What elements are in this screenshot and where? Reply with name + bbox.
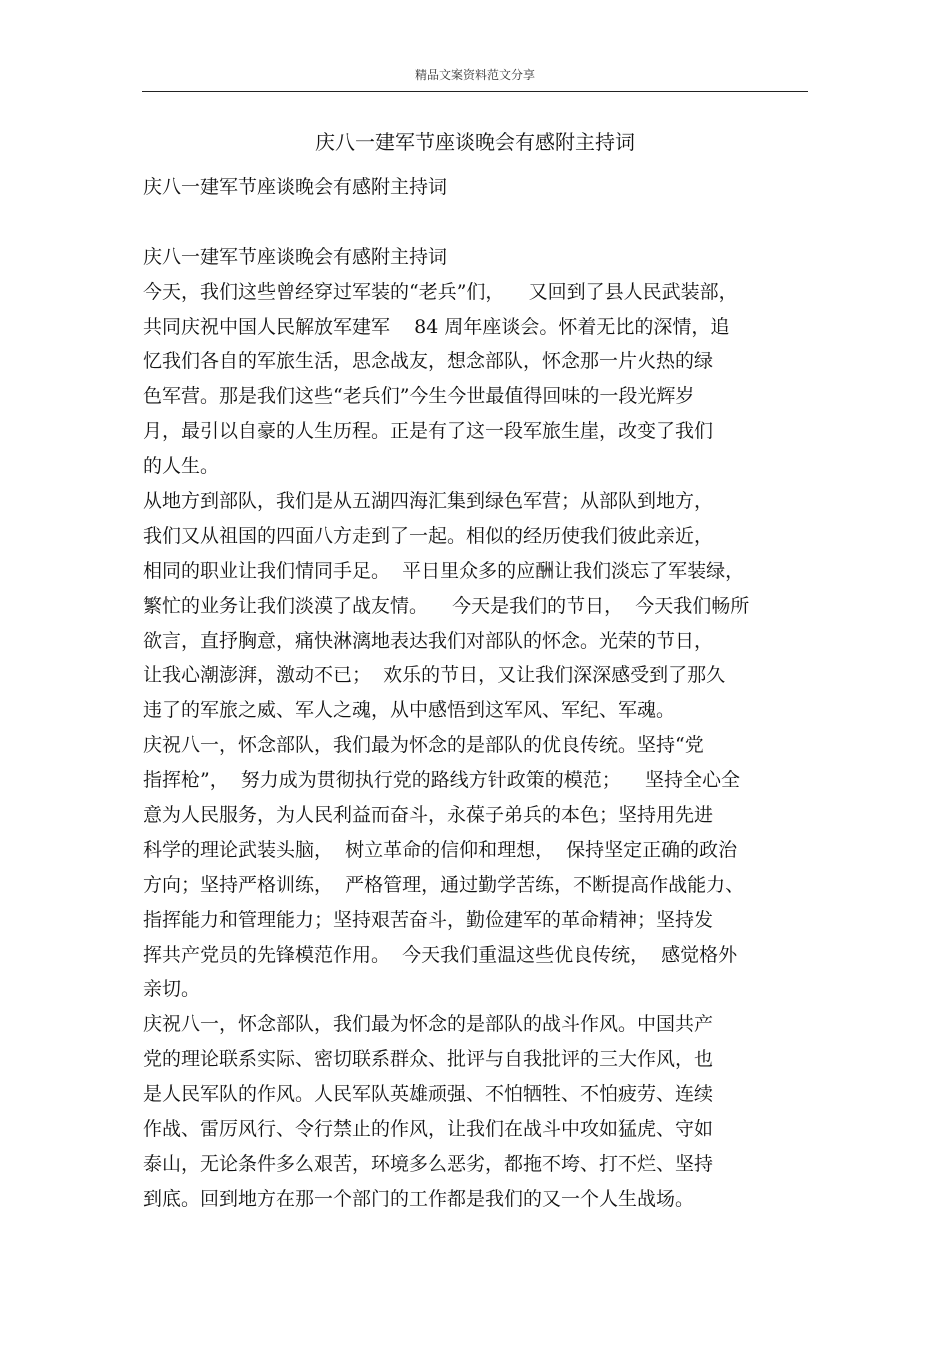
text-line: 相同的职业让我们情同手足。 平日里众多的应酬让我们淡忘了军装绿， [143, 559, 745, 582]
page-header: 精品文案资料范文分享 [414, 68, 535, 82]
text-line: 违了的军旅之威、军人之魂，从中感悟到这军风、军纪、军魂。 [143, 699, 676, 722]
text-line: 欲言，直抒胸意，痛快淋漓地表达我们对部队的怀念。光荣的节日， [143, 629, 714, 652]
text-line: 亲切。 [143, 978, 201, 1001]
blank-line [143, 205, 808, 240]
text-line: 意为人民服务，为人民利益而奋斗，永葆子弟兵的本色；坚持用先进 [143, 804, 714, 827]
text-line: 泰山，无论条件多么艰苦，环境多么恶劣，都拖不垮、打不烂、坚持 [143, 1152, 714, 1175]
document-body [143, 170, 808, 1217]
text-line: 让我心潮澎湃，激动不已； 欢乐的节日，又让我们深深感受到了那久 [143, 664, 726, 687]
header-divider [142, 91, 808, 92]
text-line: 的人生。 [143, 455, 220, 478]
text-line: 庆祝八一，怀念部队，我们最为怀念的是部队的战斗作风。中国共产 [143, 1013, 714, 1036]
text-line: 科学的理论武装头脑， 树立革命的信仰和理想， 保持坚定正确的政治 [143, 838, 738, 861]
text-line: 到底。回到地方在那一个部门的工作都是我们的又一个人生战场。 [143, 1187, 695, 1210]
text-line: 庆八一建军节座谈晚会有感附主持词 [143, 245, 448, 268]
text-line: 庆祝八一，怀念部队，我们最为怀念的是部队的优良传统。坚持“党 [143, 734, 704, 757]
text-line: 繁忙的业务让我们淡漠了战友情。 今天是我们的节日， 今天我们畅所 [143, 594, 750, 617]
text-line: 指挥能力和管理能力；坚持艰苦奋斗，勤俭建军的革命精神；坚持发 [143, 908, 714, 931]
text-line: 今天，我们这些曾经穿过军装的“老兵”们， 又回到了县人民武装部， [143, 280, 738, 303]
text-line: 方向；坚持严格训练， 严格管理，通过勤学苦练，不断提高作战能力、 [143, 873, 745, 896]
text-line: 党的理论联系实际、密切联系群众、批评与自我批评的三大作风，也 [143, 1048, 714, 1071]
text-line: 从地方到部队，我们是从五湖四海汇集到绿色军营；从部队到地方， [143, 490, 714, 513]
text-line: 忆我们各自的军旅生活，思念战友，想念部队，怀念那一片火热的绿 [143, 350, 714, 373]
text-line: 色军营。那是我们这些“老兵们”今生今世最值得回味的一段光辉岁 [143, 385, 695, 408]
text-line: 共同庆祝中国人民解放军建军 84 周年座谈会。怀着无比的深情，追 [143, 315, 730, 338]
text-line: 月，最引以自豪的人生历程。正是有了这一段军旅生崖，改变了我们 [143, 420, 714, 443]
text-line: 是人民军队的作风。人民军队英雄顽强、不怕牺牲、不怕疲劳、连续 [143, 1083, 714, 1106]
text-line: 我们又从祖国的四面八方走到了一起。相似的经历使我们彼此亲近， [143, 524, 714, 547]
text-line: 指挥枪”， 努力成为贯彻执行党的路线方针政策的模范； 坚持全心全 [143, 769, 740, 792]
text-line: 庆八一建军节座谈晚会有感附主持词 [143, 176, 448, 198]
document-title: 庆八一建军节座谈晚会有感附主持词 [315, 130, 635, 154]
text-line: 挥共产党员的先锋模范作用。 今天我们重温这些优良传统， 感觉格外 [143, 943, 738, 966]
text-line: 作战、雷厉风行、令行禁止的作风，让我们在战斗中攻如猛虎、守如 [143, 1118, 714, 1141]
